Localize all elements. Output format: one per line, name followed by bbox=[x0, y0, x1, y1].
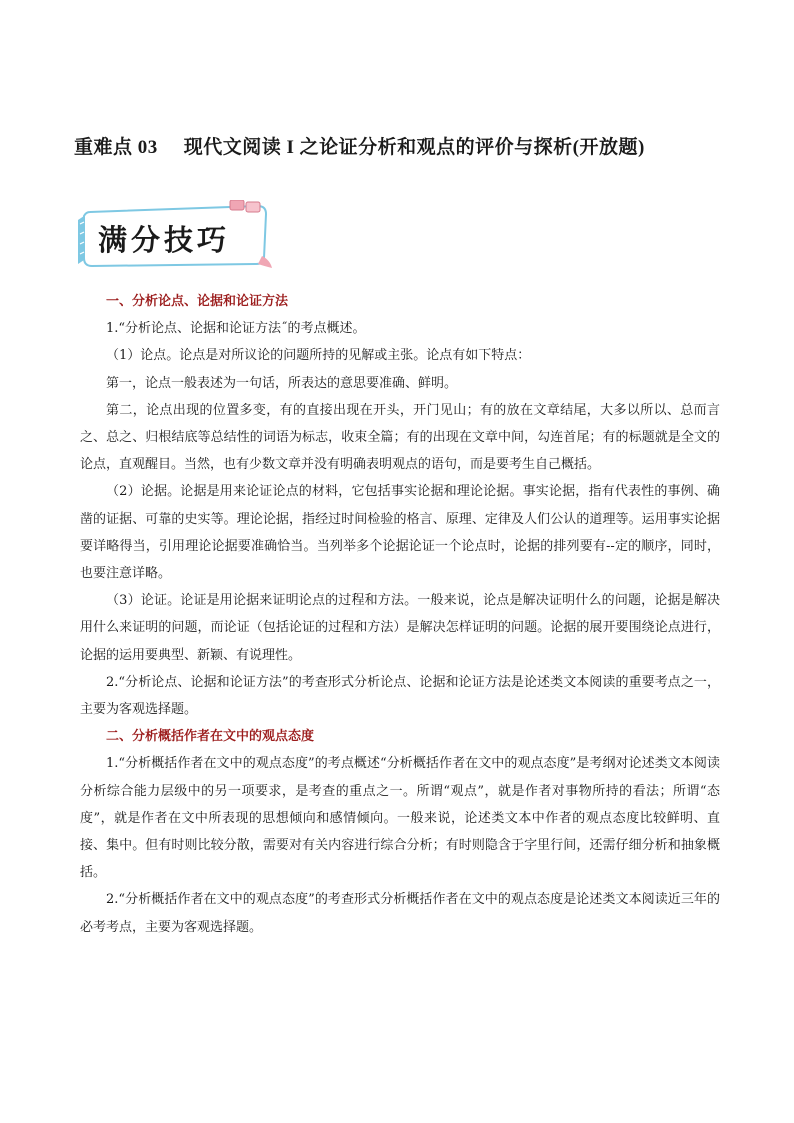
paragraph: 1.“分析概括作者在文中的观点态度”的考点概述“分析概括作者在文中的观点态度”是考纲对论述类文本阅读分析综合能力层级中的另一项要求，是考查的重点之一。所谓“观点”，就是作者对事物所持的看法；所谓“态度”，就是作者在文中所表现的思想倾向和感情倾向。一般来说，论述类文本中作者的观点态度比较鲜明、直接、集中。但有时则比较分散，需要对有关内容进行综合分析；有时则隐含于字里行间，还需仔细分析和抽象概括。 bbox=[80, 756, 720, 881]
paragraph: 2.“分析论点、论据和论证方法”的考查形式分析论点、论据和论证方法是论述类文本阅读的重要考点之一，主要为客观选择题。 bbox=[80, 674, 720, 718]
section-heading: 一、分析论点、论据和论证方法 bbox=[106, 294, 289, 309]
paragraph: （3）论证。论证是用论据来证明论点的过程和方法。一般来说，论点是解决证明什么的问题，论据是解决用什么来证明的问题，而论证（包括论证的过程和方法）是解决怎样证明的问题。论据的展开要围绕论点进行，论据的运用要典型、新颖、有说理性。 bbox=[80, 593, 720, 663]
banner-label: 满分技巧 bbox=[98, 223, 231, 257]
paragraph: 第一，论点一般表述为一句话，所表达的意思要准确、鲜明。 bbox=[106, 375, 458, 391]
section-banner bbox=[76, 200, 276, 272]
paragraph: 2.“分析概括作者在文中的观点态度”的考查形式分析概括作者在文中的观点态度是论述类文本阅读近三年的必考考点，主要为客观选择题。 bbox=[80, 892, 720, 935]
title-text: 现代文阅读 I 之论证分析和观点的评价与探析(开放题) bbox=[183, 137, 645, 158]
title-code: 重难点 03 bbox=[74, 137, 158, 158]
page-title bbox=[74, 132, 754, 159]
section-heading: 二、分析概括作者在文中的观点态度 bbox=[106, 729, 315, 745]
paragraph: 1.“分析论点、论据和论证方法˝的考点概述。 bbox=[106, 321, 366, 337]
paragraph: （1）论点。论点是对所议论的问题所持的见解或主张。论点有如下特点： bbox=[106, 348, 531, 364]
paragraph: （2）论据。论据是用来论证论点的材料，它包括事实论据和理论论据。事实论据，指有代表性的事例、确凿的证据、可靠的史实等。理论论据，指经过时间检验的格言、原理、定律及人们公认的道理等。运用事实论据要详略得当，引用理论论据要准确恰当。当列举多个论据论证一个论点时，论据的排列要有--定的顺序，同时，也要注意详略。 bbox=[80, 484, 720, 582]
document-body bbox=[80, 288, 720, 941]
paragraph: 第二，论点出现的位置多变，有的直接出现在开头，开门见山；有的放在文章结尾，大多以所以、总而言之、总之、归根结底等总结性的词语为标志，收束全篇；有的出现在文章中间，勾连首尾；有的标题就是全文的论点，直观醒目。当然，也有少数文章并没有明确表明观点的语句，而是要考生自己概括。 bbox=[80, 402, 720, 473]
